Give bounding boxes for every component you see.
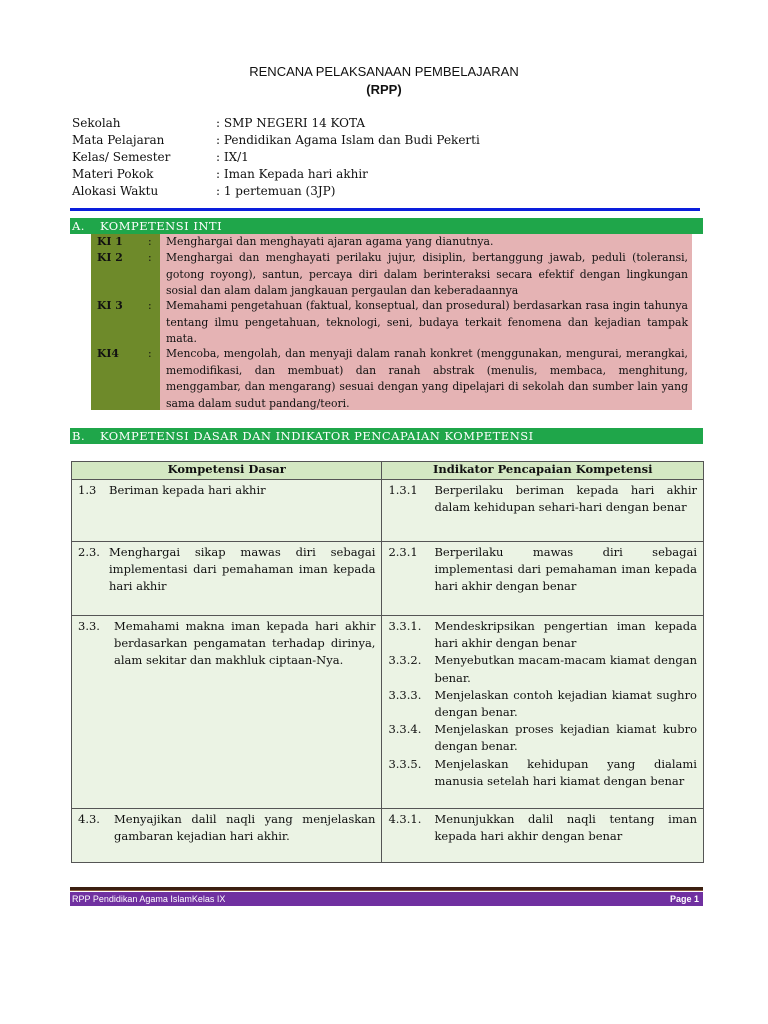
- section-b-title: KOMPETENSI DASAR DAN INDIKATOR PENCAPAIAN KOMPETENSI: [100, 429, 534, 443]
- footer-document-name: RPP Pendidikan Agama IslamKelas IX: [72, 894, 226, 904]
- kompetensi-inti-block: [91, 234, 692, 410]
- info-value: : Pendidikan Agama Islam dan Budi Pekerti: [216, 133, 480, 147]
- indicator-text: Menyebutkan macam-macam kiamat dengan benar.: [434, 653, 697, 685]
- kd-text: Memahami makna iman kepada hari akhir berdasarkan pengamatan terhadap dirinya, alam sekitar dan makhluk ciptaan-Nya.: [114, 619, 376, 668]
- kd-text: Menyajikan dalil naqli yang menjelaskan gambaran kejadian hari akhir.: [114, 812, 376, 844]
- section-b-header: [70, 428, 703, 444]
- footer-rule-thin: [70, 890, 703, 891]
- section-a-title: KOMPETENSI INTI: [100, 219, 223, 233]
- kd-text: Menghargai sikap mawas diri sebagai implementasi dari pemahaman iman kepada hari akhir: [109, 545, 376, 594]
- page-footer: [70, 892, 703, 906]
- table-row: [72, 542, 704, 616]
- section-a-number: A.: [72, 219, 85, 233]
- kd-number: 4.3.: [78, 812, 100, 826]
- info-row: [72, 183, 480, 200]
- info-label: Alokasi Waktu: [72, 184, 159, 198]
- indicator-text: Menjelaskan contoh kejadian kiamat sughro dengan benar.: [434, 687, 697, 720]
- info-label: Mata Pelajaran: [72, 133, 165, 147]
- info-label: Materi Pokok: [72, 167, 154, 181]
- table-row: [72, 480, 704, 542]
- kd-cell: [72, 616, 382, 809]
- kd-number: 3.3.: [78, 619, 100, 633]
- ki-code: KI 3: [97, 299, 123, 312]
- indicator-item: [388, 756, 697, 790]
- ki-text: Memahami pengetahuan (faktual, konseptual, dan prosedural) berdasarkan rasa ingin tahunya tentang ilmu pengetahuan, teknologi, seni, budaya terkait fenomena dan kejadian tampak mata.: [166, 299, 688, 345]
- indicator-cell: [382, 809, 704, 863]
- indicator-text: Menunjukkan dalil naqli tentang iman kepada hari akhir dengan benar: [434, 812, 697, 844]
- footer-page-number: Page 1: [669, 894, 699, 904]
- indicator-cell: [382, 480, 704, 542]
- indicator-text: Mendeskripsikan pengertian iman kepada hari akhir dengan benar: [434, 619, 697, 651]
- table-row: [72, 809, 704, 863]
- indicator-text: Berperilaku mawas diri sebagai implementasi dari pemahaman iman kepada hari akhir dengan benar: [434, 545, 697, 594]
- indicator-text: Berperilaku beriman kepada hari akhir dalam kehidupan sehari-hari dengan benar: [434, 483, 697, 515]
- info-value: : 1 pertemuan (3JP): [216, 184, 336, 198]
- ki-code: KI4: [97, 347, 119, 360]
- info-row: [72, 132, 480, 149]
- indicator-number: 3.3.3.: [388, 687, 422, 702]
- ki-code: KI 2: [97, 251, 123, 264]
- indicator-item: [388, 811, 697, 845]
- ki-colon: :: [148, 299, 152, 312]
- indicator-item: [388, 687, 697, 721]
- indicator-item: [388, 482, 697, 516]
- competency-table: [71, 461, 704, 863]
- ki-colon: :: [148, 251, 152, 264]
- indicator-number: 2.3.1: [388, 545, 418, 559]
- info-label: Kelas/ Semester: [72, 150, 171, 164]
- indicator-item: [388, 721, 697, 755]
- kd-text: Beriman kepada hari akhir: [109, 483, 266, 497]
- document-title: RENCANA PELAKSANAAN PEMBELAJARAN: [249, 64, 519, 79]
- ki-colon: :: [148, 235, 152, 248]
- section-a-header: [70, 218, 703, 234]
- table-header-row: [72, 462, 704, 480]
- kd-number: 2.3.: [78, 545, 100, 559]
- indicator-item: [388, 652, 697, 686]
- ki-text: Menghargai dan menghayati perilaku jujur, disiplin, bertanggung jawab, peduli (toleransi, gotong royong), santun, percaya diri dalam berinteraksi secara efektif dengan lingkungan sosial dan alam dalam jangkauan pergaulan dan keberadaannya: [166, 251, 688, 297]
- info-row: [72, 166, 480, 183]
- kd-cell: [72, 542, 382, 616]
- info-row: [72, 115, 480, 132]
- divider-rule: [70, 208, 700, 211]
- identity-block: [72, 115, 480, 200]
- indicator-number: 3.3.5.: [388, 756, 422, 771]
- kd-number: 1.3: [78, 483, 97, 497]
- indicator-text: Menjelaskan proses kejadian kiamat kubro dengan benar.: [434, 722, 697, 754]
- section-b-number: B.: [72, 429, 86, 443]
- indicator-number: 3.3.4.: [388, 722, 422, 737]
- column-header-kd: Kompetensi Dasar: [72, 462, 382, 480]
- kd-cell: [72, 480, 382, 542]
- indicator-item: [388, 618, 697, 652]
- ki-code: KI 1: [97, 235, 123, 248]
- indicator-cell: [382, 616, 704, 809]
- ki-colon: :: [148, 347, 152, 360]
- info-label: Sekolah: [72, 116, 121, 130]
- document-subtitle: (RPP): [366, 82, 402, 97]
- column-header-indikator: Indikator Pencapaian Kompetensi: [382, 462, 704, 480]
- indicator-number: 1.3.1: [388, 483, 418, 497]
- info-value: : IX/1: [216, 150, 249, 164]
- indicator-number: 4.3.1.: [388, 812, 422, 826]
- ki-text: Mencoba, mengolah, dan menyaji dalam ranah konkret (menggunakan, mengurai, merangkai, memodifikasi, dan membuat) dan ranah abstrak (menulis, membaca, menghitung, menggambar, dan mengarang) sesuai dengan yang dipelajari di sekolah dan sumber lain yang sama dalam sudut pandang/teori.: [166, 347, 688, 410]
- indicator-text: Menjelaskan kehidupan yang dialami manusia setelah hari kiamat dengan benar: [434, 756, 697, 788]
- ki-text: Menghargai dan menghayati ajaran agama yang dianutnya.: [166, 235, 494, 248]
- indicator-number: 3.3.2.: [388, 653, 422, 668]
- info-value: : Iman Kepada hari akhir: [216, 167, 368, 181]
- info-row: [72, 149, 480, 166]
- table-row: [72, 616, 704, 809]
- info-value: : SMP NEGERI 14 KOTA: [216, 116, 366, 130]
- indicator-number: 3.3.1.: [388, 619, 422, 633]
- indicator-cell: [382, 542, 704, 616]
- kd-cell: [72, 809, 382, 863]
- indicator-item: [388, 544, 697, 596]
